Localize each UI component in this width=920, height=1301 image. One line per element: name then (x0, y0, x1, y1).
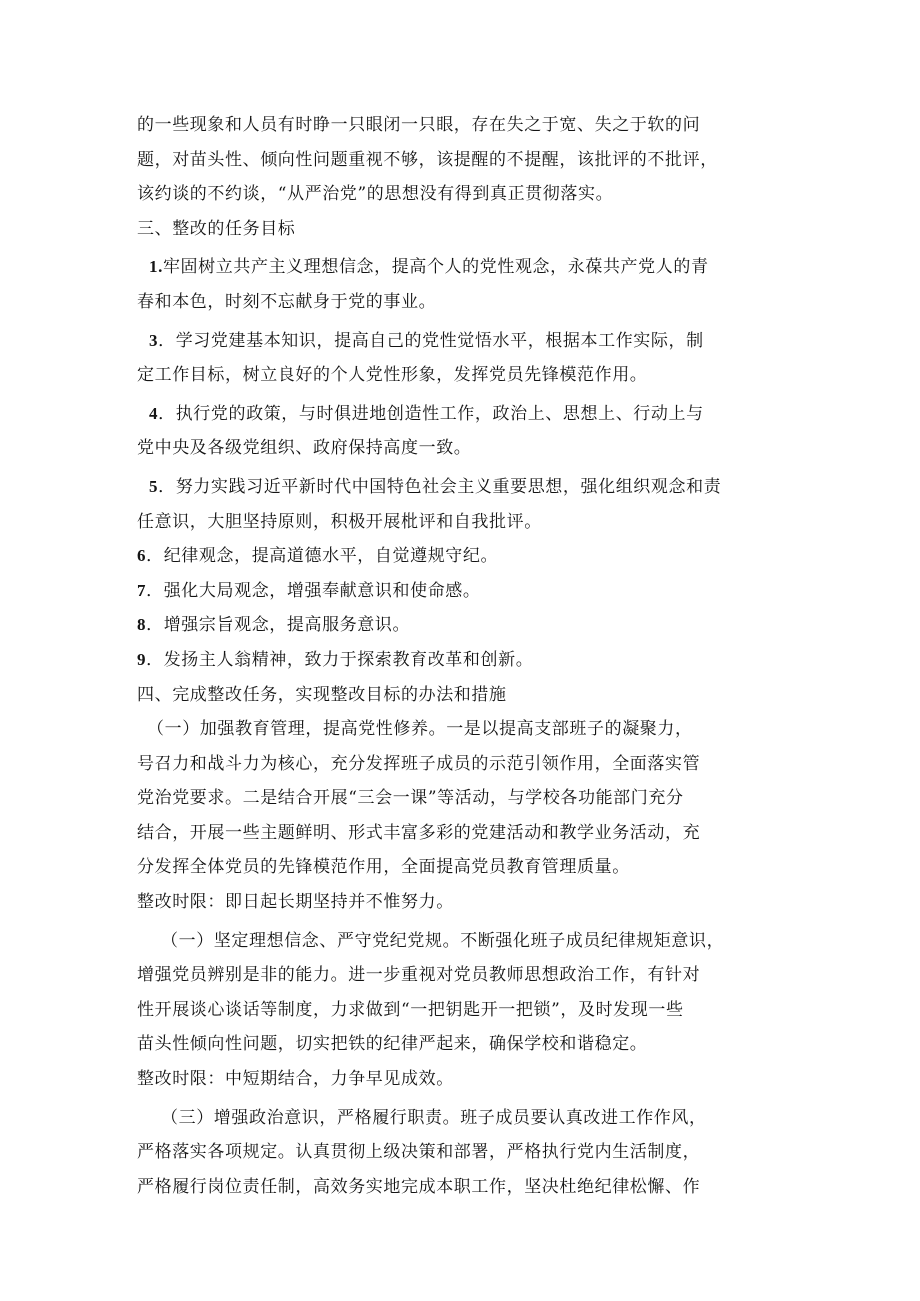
item-text: ．努力实践习近平新时代中国特色社会主义重要思想，强化组织观念和责 (158, 476, 722, 497)
text-line: 增强党员辨别是非的能力。进一步重视对党员教师思想政治工作，有针对 (137, 965, 701, 986)
text-line: （一）坚定理想信念、严守党纪党规。不断强化班子成员纪律规矩意识， (161, 930, 725, 951)
list-item-1 (137, 250, 789, 319)
item-number: 1. (149, 257, 163, 277)
item-text: ．增强宗旨观念，提高服务意识。 (146, 615, 411, 636)
list-item-8 (137, 608, 789, 643)
paragraph-problems (137, 108, 789, 212)
item-text: ．纪律观念，提高道德水平，自觉遵规守纪。 (146, 546, 499, 567)
paragraph-measure-1 (137, 712, 789, 885)
heading-line: 四、完成整改任务，实现整改目标的办法和措施 (137, 684, 507, 705)
text-line: 党治党要求。二是结合开展“三会一课”等活动，与学校各功能部门充分 (137, 788, 684, 809)
text-line: 整改时限：即日起长期坚持并不惟努力。 (137, 892, 454, 913)
text-line (137, 608, 789, 643)
list-item-5 (137, 470, 789, 539)
section-heading-3 (137, 212, 789, 247)
heading-line: 三、整改的任务目标 (137, 218, 296, 239)
text-line (137, 324, 789, 359)
text-line: 严格履行岗位责任制，高效务实地完成本职工作，坚决杜绝纪律松懈、作 (137, 1176, 701, 1197)
text-line: 任意识，大胆坚持原则，积极开展枇评和自我批评。 (137, 511, 542, 532)
text-line: 号召力和战斗力为核心，充分发挥班子成员的示范引领作用，全面落实管 (137, 753, 701, 774)
item-number: 9 (137, 649, 147, 669)
text-line: 党中央及各级党组织、政府保持高度一致。 (137, 438, 472, 459)
item-number: 6 (137, 546, 147, 566)
text-line (137, 250, 789, 285)
text-line: 定工作目标，树立良好的个人党性形象，发挥党员先锋模范作用。 (137, 365, 648, 386)
list-item-6 (137, 539, 789, 574)
item-text: ．执行党的政策，与时俱进地创造性工作，政治上、思想上、行动上与 (158, 403, 704, 424)
text-line: 的一些现象和人员有时睁一只眼闭一只眼，存在失之于宽、失之于软的问 (137, 115, 701, 135)
item-number: 5 (149, 476, 159, 496)
item-text: ．强化大局观念，增强奉献意识和使命感。 (146, 580, 481, 601)
text-line (137, 539, 789, 574)
text-line: 苗头性倾向性问题，切实把铁的纪律严起来，确保学校和谐稳定。 (137, 1034, 648, 1055)
text-line: 结合，开展一些主题鲜明、形式丰富多彩的党建活动和教学业务活动，充 (137, 822, 701, 843)
text-line: 春和本色，时刻不忘献身于党的事业。 (137, 291, 437, 312)
item-text: 牢固树立共产主义理想信念，提高个人的党性观念，永葆共产党人的青 (162, 257, 709, 278)
item-number: 8 (137, 615, 147, 635)
item-number: 4 (149, 403, 159, 423)
list-item-3 (137, 324, 789, 393)
item-text: ．发扬主人翁精神，致力于探索教育改革和创新。 (146, 649, 534, 670)
item-number: 7 (137, 580, 147, 600)
text-line: 性开展谈心谈话等制度，力求做到“一把钥匙开一把锁”，及时发现一些 (137, 999, 684, 1020)
text-line: 整改时限：中短期结合，力争早见成效。 (137, 1069, 454, 1090)
text-line: 严格落实各项规定。认真贯彻上级决策和部署，严格执行党内生活制度， (137, 1142, 701, 1163)
text-line (137, 574, 789, 609)
text-line: （一）加强教育管理，提高党性修养。一是以提高支部班子的凝聚力， (147, 719, 693, 740)
item-number: 3 (149, 330, 159, 350)
paragraph-measure-3 (137, 1101, 789, 1205)
section-heading-4 (137, 678, 789, 713)
text-line (137, 470, 789, 505)
text-line (137, 643, 789, 678)
document-body (137, 108, 789, 1204)
text-line (137, 397, 789, 432)
deadline-1 (137, 885, 789, 920)
text-line: 该约谈的不约谈，“从严治党”的思想没有得到真正贯彻落实。 (137, 184, 614, 205)
list-item-9 (137, 643, 789, 678)
text-line: 分发挥全体党员的先锋模范作用，全面提高党员教育管理质量。 (137, 857, 630, 878)
deadline-2 (137, 1062, 789, 1097)
list-item-4 (137, 397, 789, 466)
list-item-7 (137, 574, 789, 609)
text-line: （三）增强政治意识，严格履行职责。班子成员要认真改进工作作风， (161, 1107, 707, 1128)
item-text: ．学习党建基本知识，提高自己的党性觉悟水平，根据本工作实际，制 (158, 330, 704, 351)
paragraph-measure-2 (137, 924, 789, 1062)
text-line: 题，对苗头性、倾向性问题重视不够，该提醒的不提醒，该批评的不批评， (137, 149, 718, 170)
